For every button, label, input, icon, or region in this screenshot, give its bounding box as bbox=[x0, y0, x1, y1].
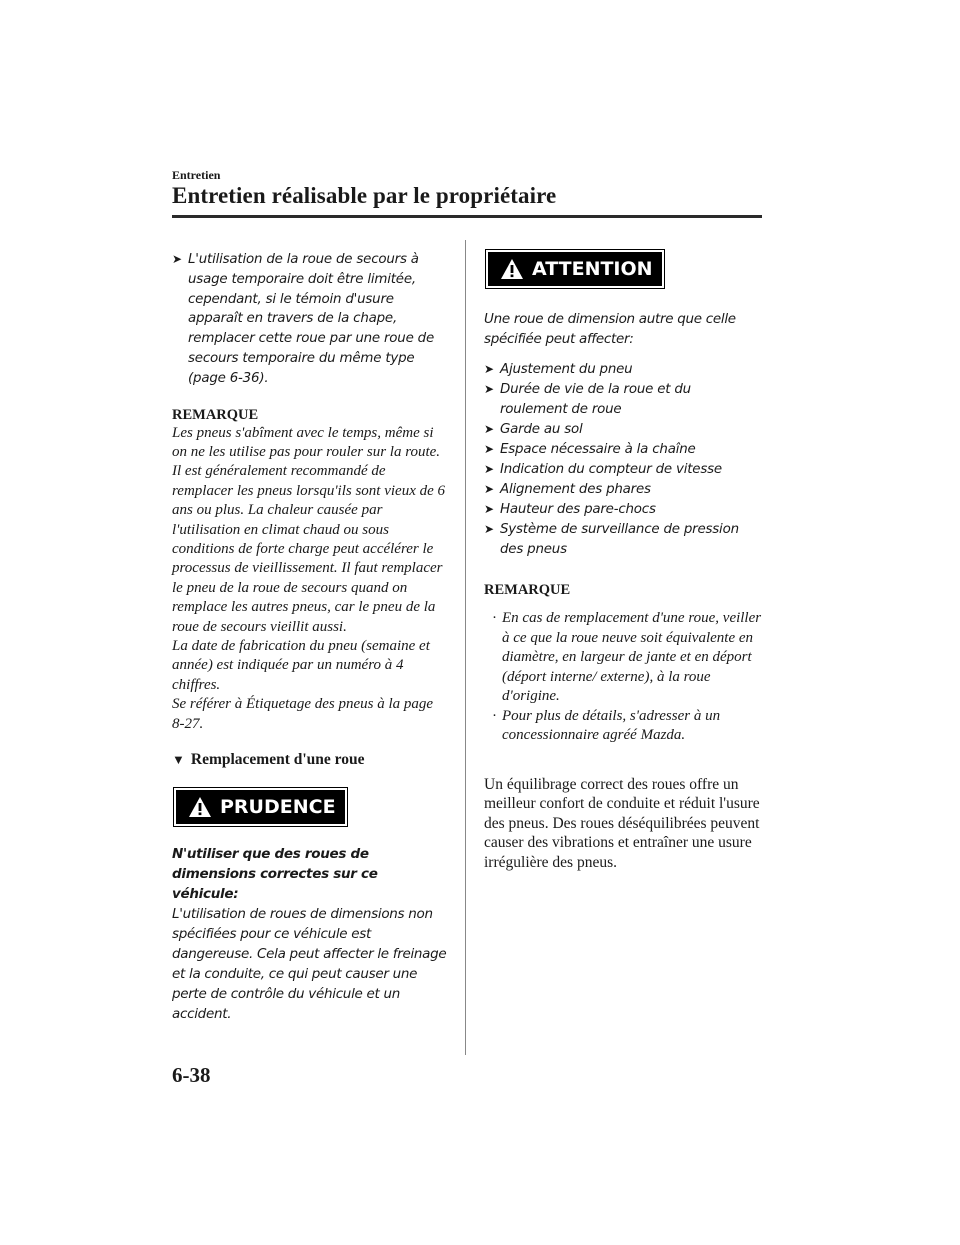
attention-header bbox=[484, 252, 762, 286]
arrow-bullet-icon: ➤ bbox=[484, 362, 494, 376]
attention-label: ATTENTION bbox=[532, 258, 653, 280]
arrow-bullet-icon: ➤ bbox=[484, 522, 494, 537]
attention-list bbox=[484, 360, 762, 560]
attention-intro: Une roue de dimension autre que celle spécifiée peut affecter: bbox=[484, 311, 736, 347]
page-number: 6-38 bbox=[172, 1063, 211, 1087]
caution-badge bbox=[176, 790, 345, 824]
warning-triangle-icon bbox=[188, 796, 212, 818]
right-column bbox=[484, 252, 762, 873]
list-item: · Pour plus de détails, s'adresser à un concessionnaire agréé Mazda. bbox=[492, 707, 721, 744]
header-divider bbox=[172, 215, 762, 218]
page-title: Entretien réalisable par le propriétaire bbox=[172, 183, 557, 208]
note-title: REMARQUE bbox=[172, 406, 259, 423]
attention-badge bbox=[488, 252, 662, 286]
list-item: · En cas de remplacement d'une roue, veiller à ce que la roue neuve soit équivalente en diamètre, en largeur de jante et en déport (déport interne/ externe), à la roue d'origine. bbox=[492, 610, 762, 705]
arrow-bullet-icon: ➤ bbox=[484, 442, 494, 457]
list-item: ➤ Espace nécessaire à la chaîne bbox=[484, 440, 762, 460]
dot-bullet-icon: · bbox=[492, 610, 497, 627]
arrow-bullet-icon: ➤ bbox=[484, 462, 494, 477]
note-bullets bbox=[484, 609, 762, 746]
caution-header bbox=[172, 790, 447, 824]
caution-text: L'utilisation de roues de dimensions non spécifiées pour ce véhicule est dangereuse. Cela peut affecter le freinage et la conduite, ce qui peut causer une perte de contrôle du véhicule et un accident. bbox=[172, 906, 447, 1023]
list-item: ➤ Indication du compteur de vitesse bbox=[484, 460, 762, 480]
arrow-bullet-icon: ➤ bbox=[484, 382, 494, 397]
list-item: ➤ Durée de vie de la roue et du roulement de roue bbox=[484, 382, 691, 417]
section-label: Entretien bbox=[172, 168, 221, 182]
warning-triangle-icon bbox=[500, 258, 524, 280]
triangle-down-icon: ▼ bbox=[172, 752, 185, 768]
dot-bullet-icon: · bbox=[492, 707, 497, 724]
list-item: ➤ Hauteur des pare-chocs bbox=[484, 500, 762, 520]
spare-wheel-text: L'utilisation de la roue de secours à usage temporaire doit être limitée, cependant, si le témoin d'usure apparaît en travers de la chape, remplacer cette roue par une roue de secours temporaire du même type (page 6-36). bbox=[188, 252, 435, 386]
list-item: ➤ Ajustement du pneu bbox=[484, 360, 762, 380]
note-text: Les pneus s'abîment avec le temps, même si on ne les utilise pas pour rouler sur la route. Il est généralement recommandé de remplacer les pneus lorsqu'ils sont vieux de 6 ans ou plus. La chaleur causée par l'utilisation en climat chaud ou sous conditions de forte charge peut accélérer le processus de vieillissement. Il faut remplacer le pneu de la roue de secours quand on remplace les autres pneus, car le pneu de la roue de secours vieillit aussi. La date de fabrication du pneu (semaine et année) est indiquée par un numéro à 4 chiffres. Se référer à Étiquetage des pneus à la page 8-27. bbox=[172, 424, 446, 732]
body-paragraph: Un équilibrage correct des roues offre un meilleur confort de conduite et réduit l'usure des pneus. Des roues déséquilibrées peuvent causer des vibrations et entraîner une usure irrégulière des pneus. bbox=[484, 775, 760, 871]
caution-heading: N'utiliser que des roues de dimensions correctes sur ce véhicule: bbox=[172, 846, 378, 903]
list-item: ➤ Garde au sol bbox=[484, 420, 762, 440]
subsection-title: Remplacement d'une roue bbox=[190, 751, 365, 769]
column-divider bbox=[465, 240, 466, 1055]
arrow-bullet-icon: ➤ bbox=[484, 502, 494, 517]
list-item: ➤ Alignement des phares bbox=[484, 480, 762, 500]
caution-label: PRUDENCE bbox=[220, 796, 336, 819]
arrow-bullet-icon: ➤ bbox=[172, 252, 182, 266]
arrow-bullet-icon: ➤ bbox=[484, 421, 494, 436]
list-item: ➤ Système de surveillance de pression des pneus bbox=[484, 522, 739, 558]
spare-wheel-item bbox=[172, 250, 447, 389]
arrow-bullet-icon: ➤ bbox=[484, 482, 494, 497]
note-title: REMARQUE bbox=[484, 582, 571, 599]
subsection-heading bbox=[172, 750, 447, 770]
left-column bbox=[172, 250, 447, 1024]
